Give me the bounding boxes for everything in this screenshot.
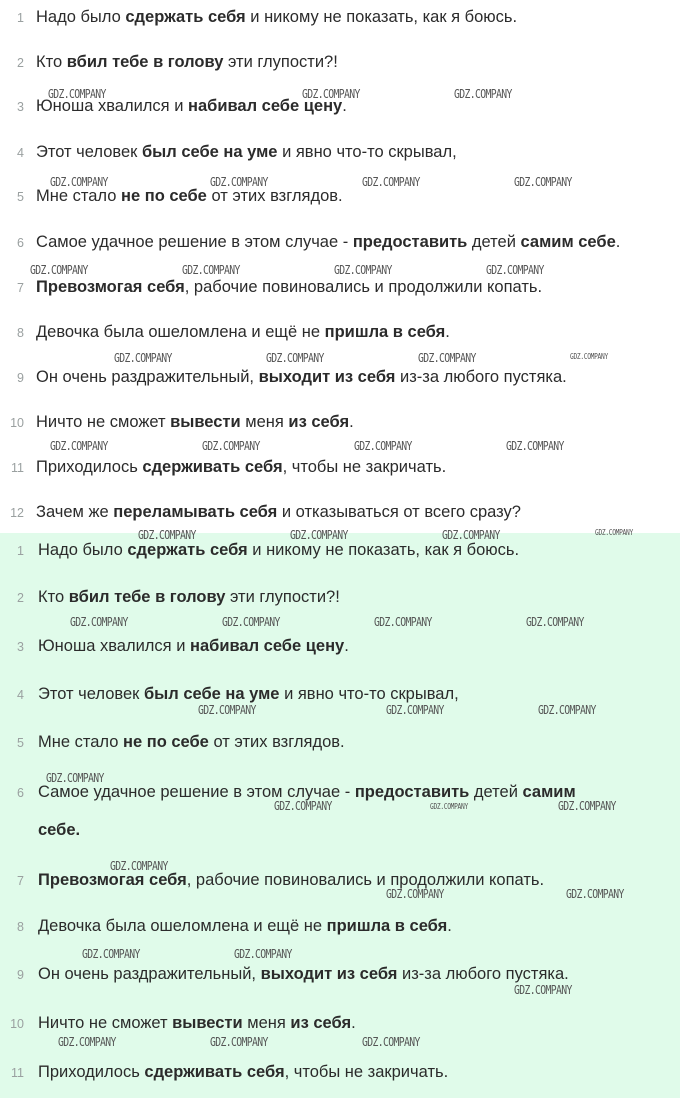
sentence-number: 3 xyxy=(17,640,24,654)
sentence-text xyxy=(38,733,345,752)
sentence-number: 1 xyxy=(17,11,24,25)
sentence-number: 11 xyxy=(11,1066,24,1080)
watermark-text: GDZ.COMPANY xyxy=(486,262,544,277)
sentence-number: 7 xyxy=(17,281,24,295)
plain-text: Приходилось xyxy=(36,458,143,476)
watermark-text: GDZ.COMPANY xyxy=(386,886,444,901)
plain-text: меня xyxy=(240,413,289,431)
watermark-text: GDZ.COMPANY xyxy=(48,86,106,101)
plain-text: детей xyxy=(467,233,521,251)
sentence-number: 9 xyxy=(17,968,24,982)
watermark-text: GDZ.COMPANY xyxy=(210,174,268,189)
sentence-number: 7 xyxy=(17,874,24,888)
phraseologism: сдержать себя xyxy=(127,541,248,559)
phraseologism: пришла в себя xyxy=(326,917,448,935)
sentence-number: 4 xyxy=(17,146,24,160)
watermark-text: GDZ.COMPANY xyxy=(514,174,572,189)
watermark-text: GDZ.COMPANY xyxy=(514,982,572,997)
plain-text: Надо было xyxy=(36,8,126,26)
watermark-text: GDZ.COMPANY xyxy=(70,614,128,629)
plain-text: и явно что-то скрывал, xyxy=(277,143,457,161)
watermark-text: GDZ.COMPANY xyxy=(386,702,444,717)
watermark-text: GDZ.COMPANY xyxy=(334,262,392,277)
plain-text: Юноша хвалился и xyxy=(36,97,189,115)
watermark-text: GDZ.COMPANY xyxy=(558,798,616,813)
plain-text: . xyxy=(447,917,452,935)
sentence-text xyxy=(36,187,343,206)
watermark-text: GDZ.COMPANY xyxy=(538,702,596,717)
plain-text: детей xyxy=(469,783,523,801)
watermark-text: GDZ.COMPANY xyxy=(114,350,172,365)
watermark-text: GDZ.COMPANY xyxy=(30,262,88,277)
phraseologism: из себя xyxy=(288,413,350,431)
sentence-text xyxy=(36,53,338,72)
watermark-text: GDZ.COMPANY xyxy=(266,350,324,365)
phraseologism: был себе на уме xyxy=(141,143,278,161)
watermark-text: GDZ.COMPANY xyxy=(430,802,468,811)
plain-text: и никому не показать, как я боюсь. xyxy=(247,541,520,559)
sentence-text xyxy=(38,871,544,890)
watermark-text: GDZ.COMPANY xyxy=(506,438,564,453)
plain-text: Он очень раздражительный, xyxy=(36,368,259,386)
phraseologism: сдерживать себя xyxy=(142,458,283,476)
sentence-number: 10 xyxy=(10,416,24,430)
plain-text: Девочка была ошеломлена и ещё не xyxy=(38,917,327,935)
watermark-text: GDZ.COMPANY xyxy=(526,614,584,629)
sentence-number: 6 xyxy=(17,786,24,800)
watermark-text: GDZ.COMPANY xyxy=(50,174,108,189)
plain-text: и явно что-то скрывал, xyxy=(279,685,459,703)
plain-text: , рабочие повиновались и продолжили копать. xyxy=(184,278,543,296)
watermark-text: GDZ.COMPANY xyxy=(210,1034,268,1049)
plain-text: Юноша хвалился и xyxy=(38,637,191,655)
plain-text: меня xyxy=(242,1014,291,1032)
phraseologism: не по себе xyxy=(121,187,207,205)
phraseologism: из себя xyxy=(290,1014,352,1032)
sentence-text xyxy=(38,1063,448,1082)
phraseologism: вбил тебе в голову xyxy=(66,53,224,71)
watermark-text: GDZ.COMPANY xyxy=(198,702,256,717)
phraseologism: себе. xyxy=(38,821,81,839)
plain-text: . xyxy=(342,97,347,115)
plain-text: Самое удачное решение в этом случае - xyxy=(36,233,353,251)
watermark-text: GDZ.COMPANY xyxy=(46,770,104,785)
plain-text: из-за любого пустяка. xyxy=(395,368,567,386)
watermark-text: GDZ.COMPANY xyxy=(570,352,608,361)
phraseologism: пришла в себя xyxy=(324,323,446,341)
plain-text: . xyxy=(351,1014,356,1032)
phraseologism: Превозмогая себя xyxy=(36,278,185,296)
watermark-text: GDZ.COMPANY xyxy=(110,858,168,873)
sentence-text xyxy=(38,917,452,936)
plain-text: из-за любого пустяка. xyxy=(397,965,569,983)
phraseologism: сдержать себя xyxy=(125,8,246,26)
phraseologism: предоставить xyxy=(352,233,468,251)
sentence-number: 1 xyxy=(17,544,24,558)
watermark-text: GDZ.COMPANY xyxy=(418,350,476,365)
sentence-number: 8 xyxy=(17,920,24,934)
watermark-text: GDZ.COMPANY xyxy=(138,527,196,542)
sentence-text xyxy=(38,821,80,840)
plain-text: Кто xyxy=(38,588,69,606)
sentence-text xyxy=(36,413,354,432)
sentence-text xyxy=(38,965,569,984)
plain-text: от этих взглядов. xyxy=(208,733,345,751)
plain-text: эти глупости?! xyxy=(225,588,340,606)
watermark-text: GDZ.COMPANY xyxy=(82,946,140,961)
phraseologism: предоставить xyxy=(354,783,470,801)
phraseologism: набивал себе цену xyxy=(190,637,345,655)
phraseologism: набивал себе цену xyxy=(188,97,343,115)
sentence-text xyxy=(36,278,542,297)
plain-text: Ничто не сможет xyxy=(38,1014,173,1032)
phraseologism: выходит из себя xyxy=(258,368,396,386)
sentence-text xyxy=(36,8,517,27)
phraseologism: сдерживать себя xyxy=(144,1063,285,1081)
sentence-text xyxy=(36,458,446,477)
sentence-number: 4 xyxy=(17,688,24,702)
sentence-number: 10 xyxy=(10,1017,24,1031)
watermark-text: GDZ.COMPANY xyxy=(50,438,108,453)
sentence-number: 12 xyxy=(10,506,24,520)
phraseologism: вывести xyxy=(172,1014,243,1032)
plain-text: , рабочие повиновались и продолжили копать. xyxy=(186,871,545,889)
sentence-text xyxy=(38,637,349,656)
sentence-text xyxy=(36,368,567,387)
phraseologism: выходит из себя xyxy=(260,965,398,983)
sentence-text xyxy=(36,323,450,342)
plain-text: Надо было xyxy=(38,541,128,559)
plain-text: Самое удачное решение в этом случае - xyxy=(38,783,355,801)
sentence-text xyxy=(38,541,519,560)
phraseologism: самим xyxy=(522,783,576,801)
watermark-text: GDZ.COMPANY xyxy=(374,614,432,629)
watermark-text: GDZ.COMPANY xyxy=(182,262,240,277)
plain-text: от этих взглядов. xyxy=(206,187,343,205)
phraseologism: самим себе xyxy=(520,233,616,251)
sentence-number: 2 xyxy=(17,56,24,70)
watermark-text: GDZ.COMPANY xyxy=(290,527,348,542)
watermark-text: GDZ.COMPANY xyxy=(354,438,412,453)
watermark-text: GDZ.COMPANY xyxy=(202,438,260,453)
plain-text: Этот человек xyxy=(36,143,142,161)
plain-text: и отказываться от всего сразу? xyxy=(277,503,521,521)
sentence-text xyxy=(38,588,340,607)
sentence-number: 2 xyxy=(17,591,24,605)
watermark-text: GDZ.COMPANY xyxy=(302,86,360,101)
phraseologism: вывести xyxy=(170,413,241,431)
sentence-text xyxy=(36,233,620,252)
sentence-text xyxy=(36,143,457,162)
plain-text: Девочка была ошеломлена и ещё не xyxy=(36,323,325,341)
sentence-text xyxy=(38,1014,356,1033)
phraseologism: переламывать себя xyxy=(113,503,278,521)
plain-text: . xyxy=(445,323,450,341)
plain-text: эти глупости?! xyxy=(223,53,338,71)
phraseologism: Превозмогая себя xyxy=(38,871,187,889)
sentence-number: 5 xyxy=(17,736,24,750)
plain-text: . xyxy=(344,637,349,655)
plain-text: Мне стало xyxy=(36,187,121,205)
phraseologism: вбил тебе в голову xyxy=(68,588,226,606)
plain-text: Ничто не сможет xyxy=(36,413,171,431)
phraseologism: был себе на уме xyxy=(143,685,280,703)
plain-text: Кто xyxy=(36,53,67,71)
watermark-text: GDZ.COMPANY xyxy=(595,528,633,537)
plain-text: , чтобы не закричать. xyxy=(282,458,447,476)
sentence-number: 5 xyxy=(17,190,24,204)
plain-text: Мне стало xyxy=(38,733,123,751)
watermark-text: GDZ.COMPANY xyxy=(222,614,280,629)
plain-text: . xyxy=(615,233,621,251)
watermark-text: GDZ.COMPANY xyxy=(58,1034,116,1049)
sentence-number: 6 xyxy=(17,236,24,250)
watermark-text: GDZ.COMPANY xyxy=(234,946,292,961)
plain-text: Зачем же xyxy=(36,503,114,521)
plain-text: , чтобы не закричать. xyxy=(284,1063,449,1081)
watermark-text: GDZ.COMPANY xyxy=(362,174,420,189)
plain-text: Он очень раздражительный, xyxy=(38,965,261,983)
phraseologism: не по себе xyxy=(123,733,209,751)
plain-text: и никому не показать, как я боюсь. xyxy=(245,8,518,26)
watermark-text: GDZ.COMPANY xyxy=(274,798,332,813)
sentence-number: 8 xyxy=(17,326,24,340)
sentence-number: 3 xyxy=(17,100,24,114)
sentence-number: 11 xyxy=(11,461,24,475)
watermark-text: GDZ.COMPANY xyxy=(454,86,512,101)
sentence-number: 9 xyxy=(17,371,24,385)
watermark-text: GDZ.COMPANY xyxy=(566,886,624,901)
plain-text: Этот человек xyxy=(38,685,144,703)
plain-text: Приходилось xyxy=(38,1063,145,1081)
plain-text: . xyxy=(349,413,354,431)
watermark-text: GDZ.COMPANY xyxy=(442,527,500,542)
watermark-text: GDZ.COMPANY xyxy=(362,1034,420,1049)
sentence-text xyxy=(36,503,521,522)
